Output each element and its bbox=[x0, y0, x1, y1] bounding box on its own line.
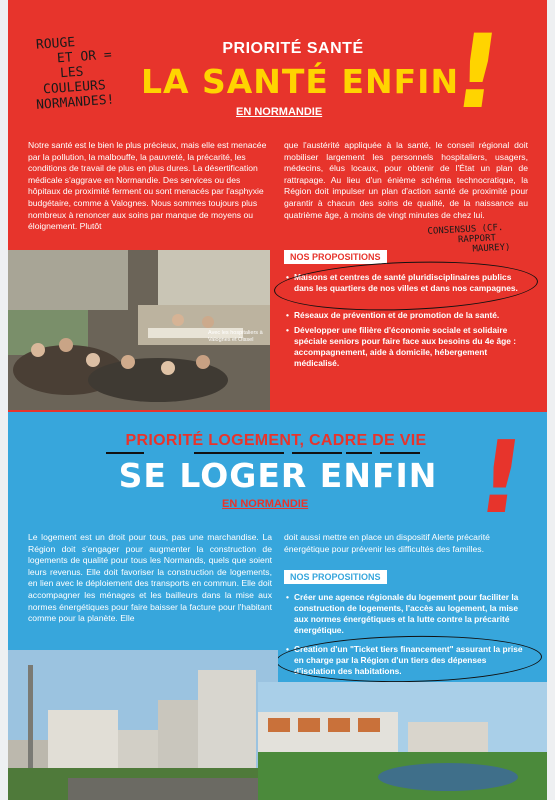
sante-body-right: que l'austérité appliquée à la santé, le conseil régional doit mobiliser largement les personnels hospitaliers, usagers, médecins, élus locaux, pour obtenir de l'État un plan de rattrapage. Au lieu d'un énième schéma technocratique, la Région doit impulser un plan d'action santé de proximité pour garantir à chacun des soins de qualité, de la naissance au quatrième âge, à moins de vingt minutes de chez lui. bbox=[284, 140, 528, 220]
handdrawn-underline bbox=[194, 452, 284, 454]
sante-headline: LA SANTÉ ENFIN bbox=[140, 62, 460, 101]
handnote-line: CONSENSUS (CF. bbox=[427, 222, 504, 237]
handdrawn-underline bbox=[380, 452, 420, 454]
handwritten-note-consensus bbox=[427, 221, 538, 257]
logement-body-left: Le logement est un droit pour tous, pas une marchandise. La Région doit s'engager pour augmenter la construction de logements de qualité pour tous les Normands, quels que soient leurs revenus. Elle doit favoriser la construction de logements, en lien avec le déploiement des transports en commun. Elle doit accompagner les ménages et les bailleurs dans la mise aux normes énergétiques pour faire baisser la facture pour l'habitant comme pour la planète. Elle bbox=[28, 532, 272, 624]
handdrawn-circle bbox=[273, 257, 539, 314]
sante-proposal-item: • Maisons et centres de santé pluridisciplinaires publics dans les quartiers de nos villes et dans nos campagnes. bbox=[294, 272, 526, 294]
logement-kicker: PRIORITÉ LOGEMENT, CADRE DE VIE bbox=[125, 432, 427, 449]
photo-caption: Avec les hospitaliers à Valognes et Oissel bbox=[208, 330, 263, 343]
logement-proposal-item: • Créer une agence régionale du logement pour faciliter la construction de logements, l'accès au logement, la mise aux normes énergétiques et la lutte contre la précarité énergétique. bbox=[294, 592, 526, 636]
photo-illustration bbox=[8, 650, 278, 800]
logement-proposal-item: • Création d'un "Ticket tiers financement" assurant la prise en charge par la Région d'un tiers des dépenses d'isolation des habitations. bbox=[294, 644, 526, 677]
logement-region: EN NORMANDIE bbox=[222, 498, 309, 510]
photo-illustration bbox=[258, 682, 547, 800]
handdrawn-underline bbox=[292, 452, 342, 454]
housing-photo-modern bbox=[258, 682, 547, 800]
logement-headline: SE LOGER ENFIN bbox=[118, 456, 438, 495]
sante-kicker: PRIORITÉ SANTÉ bbox=[222, 40, 364, 57]
sante-section bbox=[8, 0, 547, 412]
handnote-line: COULEURS bbox=[42, 78, 107, 98]
logement-body-right: doit aussi mettre en place un dispositif Alerte précarité énergétique pour prévenir les difficultés des familles. bbox=[284, 532, 490, 554]
handnote-line: ET OR = bbox=[56, 47, 113, 67]
handdrawn-underline bbox=[106, 452, 144, 454]
handnote-line: LES bbox=[59, 64, 85, 82]
handnote-line: NORMANDES! bbox=[35, 92, 115, 113]
sante-body-left: Notre santé est le bien le plus précieux, mais elle est menacée par la pollution, la malbouffe, la pauvreté, la précarité, les conditions de travail de plus en plus dures. La désertification médicale s'aggrave en Normandie. Des services ou des hôpitaux de proximité ferment ou sont menacés par l'asphyxie budgétaire, comme à Valognes. Nous sommes toujours plus nombreux à renoncer aux soins par manque de moyens ou éloignement. Plutôt bbox=[28, 140, 267, 232]
logement-proposals-label: NOS PROPOSITIONS bbox=[284, 570, 387, 584]
housing-photo bbox=[8, 650, 278, 800]
sante-proposals-label: NOS PROPOSITIONS bbox=[284, 250, 387, 264]
sante-exclamation: ! bbox=[445, 13, 509, 132]
sante-proposal-item: • Développer une filière d'économie sociale et solidaire spéciale seniors pour faire face aux besoins du 4e âge : accompagnement, aide à domicile, hébergement médicalisé. bbox=[294, 325, 526, 369]
handnote-line: ROUGE bbox=[35, 35, 76, 53]
handnote-line: MAUREY) bbox=[472, 242, 511, 255]
sante-region: EN NORMANDIE bbox=[236, 106, 323, 118]
logement-section bbox=[8, 412, 547, 800]
handwritten-note-colors bbox=[32, 30, 152, 113]
handnote-line: RAPPORT bbox=[457, 233, 497, 246]
sante-proposal-item: • Réseaux de prévention et de promotion de la santé. bbox=[294, 310, 526, 321]
logement-exclamation: ! bbox=[469, 419, 532, 536]
handdrawn-underline bbox=[346, 452, 372, 454]
